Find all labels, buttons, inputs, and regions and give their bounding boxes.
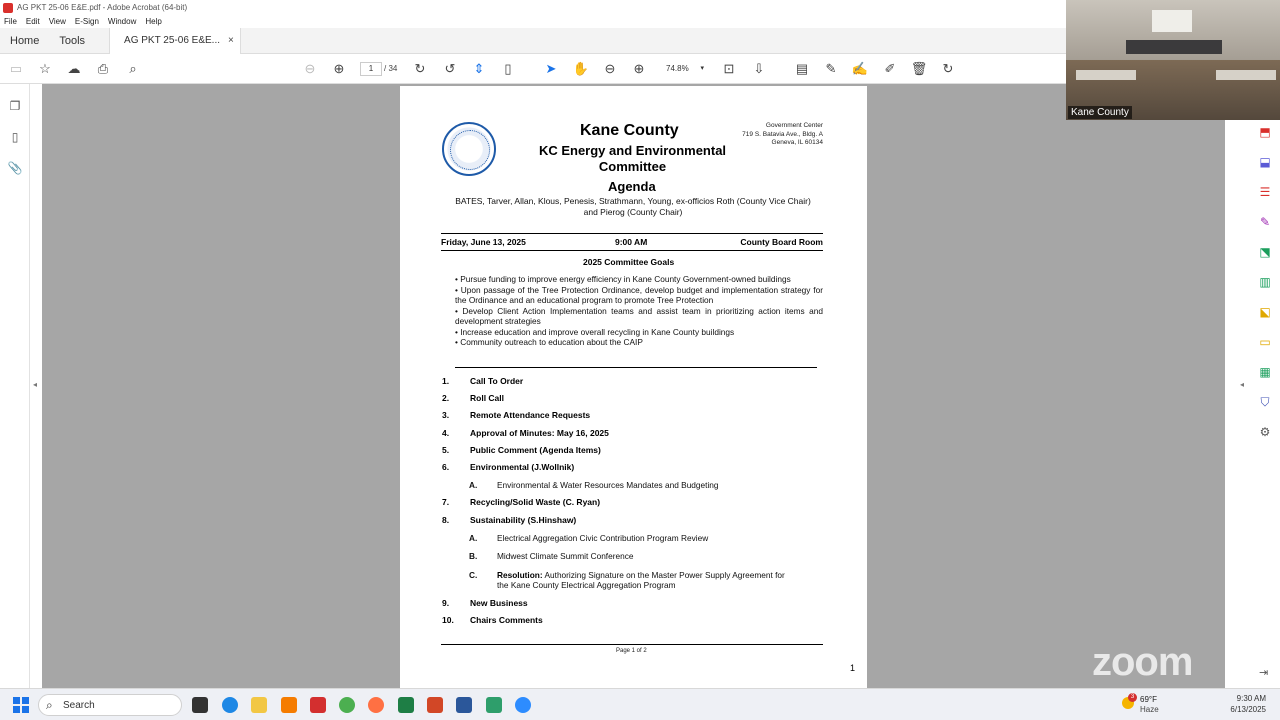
- delete-icon[interactable]: 🗑: [910, 61, 928, 76]
- doc-address: [720, 122, 823, 148]
- edit-text-icon[interactable]: ✐: [884, 61, 896, 76]
- video-frame: [1076, 70, 1136, 80]
- powerpoint-icon[interactable]: [427, 697, 443, 713]
- window-title-bar: [0, 0, 1066, 15]
- agenda-item-text: Approval of Minutes: May 16, 2025: [470, 428, 609, 438]
- organize-pages-icon[interactable]: ☰: [1259, 185, 1271, 199]
- divider: [441, 250, 823, 251]
- redo-icon[interactable]: ↻: [942, 61, 954, 76]
- clock-time: 9:30 AM: [1236, 694, 1266, 703]
- agenda-item-number: 1.: [442, 376, 450, 386]
- page-view-icon[interactable]: ▯: [504, 61, 512, 76]
- menu-esign[interactable]: E-Sign: [74, 17, 99, 26]
- agenda-subitem-text: Midwest Climate Summit Conference: [497, 551, 634, 561]
- close-tab-icon[interactable]: ×: [228, 35, 234, 46]
- goals-list: [455, 274, 823, 348]
- upload-cloud-icon[interactable]: ☁: [67, 61, 81, 76]
- left-navigation-rail: [0, 84, 30, 688]
- meeting-time: 9:00 AM: [615, 237, 648, 247]
- weather-condition: Haze: [1140, 705, 1159, 714]
- agenda-subitem-letter: A.: [469, 480, 478, 490]
- chrome-icon[interactable]: [339, 697, 355, 713]
- page-number-label: 1: [850, 663, 856, 673]
- goal-item: • Community outreach to education about the CAIP: [455, 337, 643, 347]
- sign-icon[interactable]: ✍: [851, 61, 869, 76]
- firefox-icon[interactable]: [368, 697, 384, 713]
- chevron-down-icon: ▾: [700, 65, 704, 72]
- agenda-item-text: Chairs Comments: [470, 615, 543, 625]
- window-title: AG PKT 25-06 E&E.pdf - Adobe Acrobat (64-bit): [17, 3, 188, 12]
- doc-members: BATES, Tarver, Allan, Klous, Penesis, Strathmann, Young, ex-officios Roth (County Vice Chair) and Pierog (County Chair): [455, 196, 811, 217]
- menu-bar: [0, 15, 1066, 28]
- pdf-page: [400, 86, 867, 688]
- agenda-subitem-letter: B.: [469, 551, 478, 561]
- weather-temp: 69°F: [1140, 695, 1157, 704]
- agenda-subitem-text: Electrical Aggregation Civic Contribution Program Review: [497, 533, 709, 543]
- goals-title: 2025 Committee Goals: [583, 257, 675, 267]
- agenda-item-number: 5.: [442, 445, 450, 455]
- page-display-icon[interactable]: ⇩: [753, 61, 765, 76]
- print-icon[interactable]: ⎙: [97, 61, 109, 76]
- windows-start-icon[interactable]: [13, 697, 29, 713]
- edge-browser-icon[interactable]: [222, 697, 238, 713]
- menu-help[interactable]: Help: [145, 17, 162, 26]
- zoom-level-value: 74.8%: [666, 64, 689, 73]
- save-icon[interactable]: ▭: [9, 61, 23, 76]
- page-footer: Page 1 of 2: [616, 648, 647, 654]
- next-page-icon[interactable]: ⊕: [333, 61, 345, 76]
- zoom-out-icon[interactable]: ⊖: [604, 61, 616, 76]
- goal-item: • Increase education and improve overall recycling in Kane County buildings: [455, 326, 735, 337]
- tab-bar: [0, 28, 1066, 54]
- agenda-subitem-text: [497, 570, 785, 580]
- edit-pdf-icon[interactable]: ⬕: [1259, 305, 1271, 319]
- agenda-item-text: New Business: [470, 598, 528, 608]
- compress-pdf-icon[interactable]: ▥: [1259, 275, 1271, 289]
- resolution-label: Resolution:: [497, 570, 543, 580]
- menu-file[interactable]: File: [4, 17, 17, 26]
- video-feed-overlay[interactable]: [1066, 0, 1280, 120]
- scan-ocr-icon[interactable]: ▦: [1259, 365, 1271, 379]
- sheets-app-icon[interactable]: [486, 697, 502, 713]
- attachment-paperclip-icon[interactable]: 📎: [7, 161, 23, 175]
- tab-home[interactable]: Home: [10, 34, 40, 47]
- agenda-item-text: Call To Order: [470, 376, 524, 386]
- video-frame: [1126, 40, 1222, 54]
- divider: [441, 644, 823, 645]
- more-tools-icon[interactable]: ⚙: [1259, 425, 1271, 439]
- collapse-left-panel-icon[interactable]: ◂: [33, 380, 38, 389]
- collapse-right-panel-icon[interactable]: ◂: [1240, 380, 1245, 389]
- previous-page-icon[interactable]: ⊖: [304, 61, 316, 76]
- protect-shield-icon[interactable]: ⛉: [1260, 394, 1270, 409]
- file-explorer-icon[interactable]: [251, 697, 267, 713]
- agenda-item-number: 7.: [442, 497, 450, 507]
- weather-widget[interactable]: [1122, 693, 1172, 717]
- participant-name: Kane County: [1068, 106, 1132, 119]
- weather-alert-badge: 3: [1128, 693, 1137, 702]
- doc-agenda-label: Agenda: [608, 179, 656, 194]
- agenda-item-text: Roll Call: [470, 393, 505, 403]
- agenda-item-number: 10.: [442, 615, 454, 625]
- zoom-app-icon[interactable]: [515, 697, 531, 713]
- agenda-item-text: Recycling/Solid Waste (C. Ryan): [470, 497, 601, 507]
- address-line: Government Center: [765, 122, 823, 129]
- address-line: Geneva, IL 60134: [771, 139, 823, 146]
- video-frame: [1152, 10, 1192, 32]
- kane-county-seal-logo: [442, 122, 496, 176]
- vlc-icon[interactable]: [281, 697, 297, 713]
- task-view-icon[interactable]: [192, 697, 208, 713]
- agenda-item-number: 6.: [442, 462, 450, 472]
- divider: [455, 367, 817, 368]
- page-total: / 34: [384, 64, 398, 73]
- expand-panel-icon[interactable]: ⇥: [1259, 667, 1269, 679]
- agenda-subitem-text: Environmental & Water Resources Mandates and Budgeting: [497, 480, 719, 490]
- acrobat-app-icon: [3, 3, 13, 13]
- zoom-in-icon[interactable]: ⊕: [633, 61, 645, 76]
- comment-icon[interactable]: ▤: [795, 61, 809, 76]
- zoom-watermark-logo: zoom: [1092, 640, 1193, 684]
- fill-sign-icon[interactable]: ✎: [1259, 215, 1271, 229]
- agenda-subitem-letter: C.: [469, 570, 478, 580]
- meeting-date: Friday, June 13, 2025: [441, 237, 526, 247]
- bookmark-icon[interactable]: ▯: [11, 130, 19, 144]
- goal-item: • Upon passage of the Tree Protection Ordinance, develop budget and implementation strategy for the Ordinance and an educational program to promote Tree Protection: [455, 284, 823, 305]
- agenda-item-text: Sustainability (S.Hinshaw): [470, 515, 577, 525]
- export-pdf-icon[interactable]: ⬒: [1259, 125, 1271, 139]
- acrobat-taskbar-icon[interactable]: [310, 697, 326, 713]
- zoom-level-select[interactable]: [660, 62, 708, 76]
- send-for-review-icon[interactable]: ⬔: [1259, 245, 1271, 259]
- comment-tool-icon[interactable]: ▭: [1259, 335, 1271, 349]
- video-frame: [1216, 70, 1276, 80]
- hand-tool-icon[interactable]: ✋: [572, 61, 590, 76]
- excel-icon[interactable]: [398, 697, 414, 713]
- clock-date: 6/13/2025: [1230, 705, 1266, 714]
- agenda-item-text: Environmental (J.Wollnik): [470, 462, 575, 472]
- agenda-item-text: Public Comment (Agenda Items): [470, 445, 601, 455]
- agenda-item-number: 4.: [442, 428, 450, 438]
- tab-tools[interactable]: Tools: [59, 34, 86, 47]
- goal-item: • Develop Client Action Implementation teams and assist team in prioritizing action items and development strategies: [455, 305, 823, 326]
- agenda-item-number: 9.: [442, 598, 450, 608]
- select-cursor-icon[interactable]: ➤: [545, 61, 557, 76]
- word-icon[interactable]: [456, 697, 472, 713]
- page-thumbnails-icon[interactable]: ❐: [9, 99, 21, 113]
- goal-item: • Pursue funding to improve energy efficiency in Kane County Government-owned buildings: [455, 274, 791, 284]
- system-clock[interactable]: [1226, 693, 1266, 715]
- agenda-subitem-text-continued: the Kane County Electrical Aggregation Program: [497, 580, 676, 590]
- create-pdf-icon[interactable]: ⬓: [1259, 155, 1271, 169]
- taskbar-search[interactable]: [38, 694, 182, 716]
- rotate-clockwise-icon[interactable]: ↻: [414, 61, 426, 76]
- search-label: Search: [63, 700, 95, 711]
- agenda-item-text: Remote Attendance Requests: [470, 410, 591, 420]
- windows-taskbar: [0, 688, 1280, 720]
- search-icon: ⌕: [46, 698, 53, 712]
- agenda-item-number: 3.: [442, 410, 450, 420]
- menu-view[interactable]: View: [48, 17, 66, 26]
- scroll-mode-icon[interactable]: ⊡: [723, 61, 735, 76]
- fit-width-icon[interactable]: ⇕: [473, 61, 485, 76]
- agenda-item-number: 2.: [442, 393, 450, 403]
- tab-document[interactable]: [109, 28, 241, 54]
- rotate-counterclockwise-icon[interactable]: ↺: [444, 61, 456, 76]
- right-tools-rail: [1225, 120, 1280, 688]
- address-line: 719 S. Batavia Ave., Bldg. A: [742, 130, 823, 138]
- highlight-pen-icon[interactable]: ✎: [825, 61, 837, 76]
- meeting-room: County Board Room: [740, 237, 823, 247]
- resolution-text: Authorizing Signature on the Master Power Supply Agreement for: [542, 570, 785, 580]
- star-icon[interactable]: ☆: [39, 61, 51, 76]
- divider: [441, 233, 823, 234]
- tab-document-label: AG PKT 25-06 E&E...: [124, 35, 221, 46]
- page-number-input[interactable]: 1: [360, 62, 382, 76]
- menu-window[interactable]: Window: [107, 17, 137, 26]
- find-magnifier-icon[interactable]: ⌕: [129, 61, 137, 76]
- doc-org-name: Kane County: [580, 122, 679, 139]
- menu-edit[interactable]: Edit: [25, 17, 40, 26]
- agenda-subitem-letter: A.: [469, 533, 478, 543]
- agenda-item-number: 8.: [442, 515, 450, 525]
- doc-committee-name: KC Energy and Environmental Committee: [538, 143, 727, 174]
